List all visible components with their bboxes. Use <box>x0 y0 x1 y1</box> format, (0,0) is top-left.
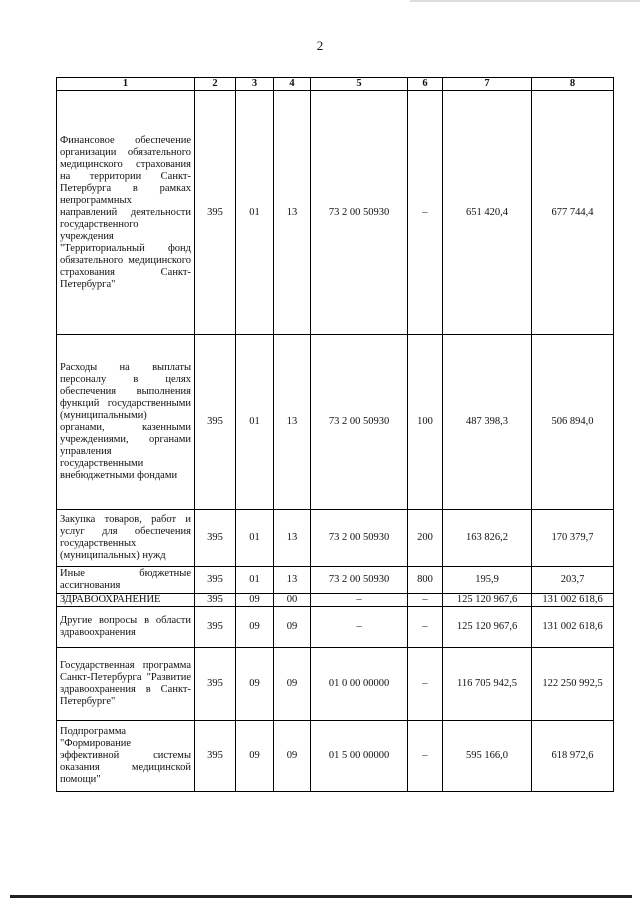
cell-section: 09 <box>236 594 274 607</box>
cell-amount-2: 122 250 992,5 <box>532 648 614 721</box>
cell-subsection: 13 <box>274 567 311 594</box>
table-row <box>57 594 614 607</box>
cell-amount-2: 618 972,6 <box>532 721 614 792</box>
cell-amount-1: 125 120 967,6 <box>443 594 532 607</box>
cell-section: 01 <box>236 510 274 567</box>
cell-expense-type: – <box>408 594 443 607</box>
cell-subsection: 13 <box>274 335 311 510</box>
row-name: Расходы на выплаты персоналу в целях обеспечения выполнения функций государственными (муниципальными) органами, казенными учреждениями, органами управления государственными внебюджетными фондами <box>57 335 195 510</box>
table-row <box>57 91 614 335</box>
table-row <box>57 335 614 510</box>
page-number: 2 <box>316 38 324 53</box>
cell-expense-type: – <box>408 721 443 792</box>
row-name: Подпрограмма "Формирование эффективной системы оказания медицинской помощи" <box>57 721 195 792</box>
cell-target-article: 73 2 00 50930 <box>311 91 408 335</box>
cell-expense-type: – <box>408 607 443 648</box>
row-name: Закупка товаров, работ и услуг для обеспечения государственных (муниципальных) нужд <box>57 510 195 567</box>
table-row <box>57 510 614 567</box>
cell-amount-2: 131 002 618,6 <box>532 607 614 648</box>
table-row <box>57 607 614 648</box>
cell-amount-2: 506 894,0 <box>532 335 614 510</box>
cell-ministry: 395 <box>195 648 236 721</box>
row-name: ЗДРАВООХРАНЕНИЕ <box>57 594 195 607</box>
cell-subsection: 00 <box>274 594 311 607</box>
cell-ministry: 395 <box>195 91 236 335</box>
budget-table <box>56 77 614 792</box>
cell-expense-type: – <box>408 91 443 335</box>
row-name: Финансовое обеспечение организации обязательного медицинского страхования на территории Санкт-Петербурга в рамках непрограммных направлений деятельности государственного учреждения "Территориальный фонд обязательного медицинского страхования Санкт-Петербурга" <box>57 91 195 335</box>
col-header-4: 4 <box>274 78 311 91</box>
row-name: Государственная программа Санкт-Петербурга "Развитие здравоохранения в Санкт-Петербурге" <box>57 648 195 721</box>
cell-subsection: 09 <box>274 721 311 792</box>
cell-target-article: 01 0 00 00000 <box>311 648 408 721</box>
table-header-row <box>57 78 614 91</box>
scan-bottom-edge <box>10 895 632 898</box>
col-header-3: 3 <box>236 78 274 91</box>
cell-amount-2: 131 002 618,6 <box>532 594 614 607</box>
cell-expense-type: – <box>408 648 443 721</box>
cell-expense-type: 100 <box>408 335 443 510</box>
col-header-5: 5 <box>311 78 408 91</box>
table-row <box>57 648 614 721</box>
table-row <box>57 721 614 792</box>
cell-target-article: – <box>311 594 408 607</box>
cell-section: 01 <box>236 567 274 594</box>
cell-amount-1: 595 166,0 <box>443 721 532 792</box>
scan-top-stripe <box>410 0 640 2</box>
cell-target-article: 73 2 00 50930 <box>311 510 408 567</box>
cell-subsection: 13 <box>274 510 311 567</box>
cell-amount-1: 125 120 967,6 <box>443 607 532 648</box>
col-header-6: 6 <box>408 78 443 91</box>
cell-amount-1: 163 826,2 <box>443 510 532 567</box>
cell-section: 01 <box>236 91 274 335</box>
col-header-8: 8 <box>532 78 614 91</box>
cell-ministry: 395 <box>195 721 236 792</box>
cell-ministry: 395 <box>195 594 236 607</box>
col-header-7: 7 <box>443 78 532 91</box>
cell-subsection: 09 <box>274 648 311 721</box>
cell-ministry: 395 <box>195 607 236 648</box>
cell-ministry: 395 <box>195 335 236 510</box>
cell-amount-1: 116 705 942,5 <box>443 648 532 721</box>
cell-target-article: 73 2 00 50930 <box>311 567 408 594</box>
cell-target-article: – <box>311 607 408 648</box>
cell-amount-1: 651 420,4 <box>443 91 532 335</box>
cell-target-article: 73 2 00 50930 <box>311 335 408 510</box>
cell-expense-type: 800 <box>408 567 443 594</box>
cell-ministry: 395 <box>195 510 236 567</box>
cell-amount-1: 487 398,3 <box>443 335 532 510</box>
col-header-1: 1 <box>57 78 195 91</box>
cell-section: 09 <box>236 721 274 792</box>
cell-ministry: 395 <box>195 567 236 594</box>
cell-amount-1: 195,9 <box>443 567 532 594</box>
cell-subsection: 13 <box>274 91 311 335</box>
cell-target-article: 01 5 00 00000 <box>311 721 408 792</box>
col-header-2: 2 <box>195 78 236 91</box>
cell-amount-2: 170 379,7 <box>532 510 614 567</box>
cell-expense-type: 200 <box>408 510 443 567</box>
row-name: Другие вопросы в области здравоохранения <box>57 607 195 648</box>
table-row <box>57 567 614 594</box>
cell-amount-2: 203,7 <box>532 567 614 594</box>
cell-amount-2: 677 744,4 <box>532 91 614 335</box>
cell-section: 09 <box>236 648 274 721</box>
cell-section: 01 <box>236 335 274 510</box>
cell-section: 09 <box>236 607 274 648</box>
row-name: Иные бюджетные ассигнования <box>57 567 195 594</box>
cell-subsection: 09 <box>274 607 311 648</box>
